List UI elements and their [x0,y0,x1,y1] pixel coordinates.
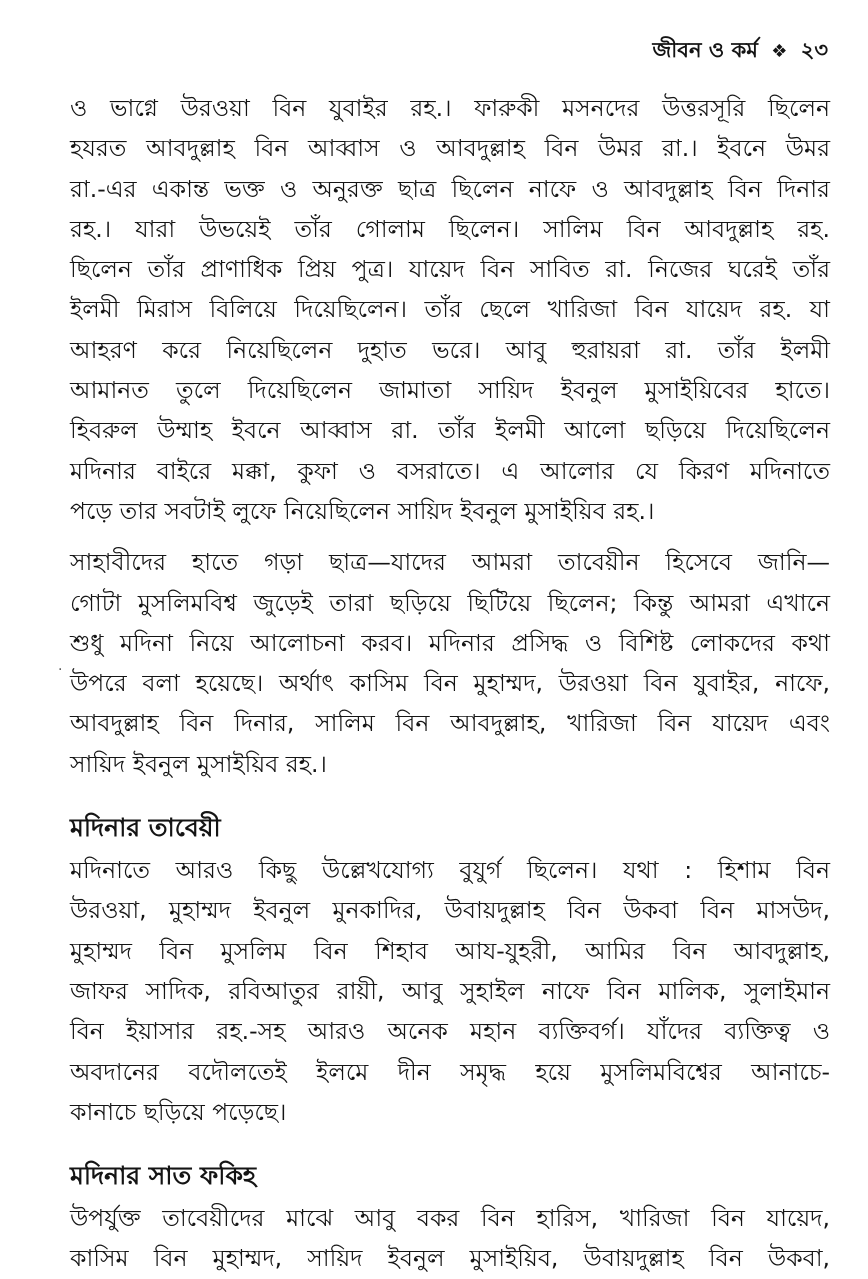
text-line: উপরে বলা হয়েছে। অর্থাৎ কাসিম বিন মুহাম্মদ, উরওয়া বিন যুবাইর, নাফে, [70,669,830,698]
text-line: রা.-এর একান্ত ভক্ত ও অনুরক্ত ছাত্র ছিলেন নাফে ও আবদুল্লাহ বিন দিনার [70,174,830,203]
separator-ornament-icon: ❖ [771,41,788,62]
text-line: আহরণ করে নিয়েছিলেন দুহাত ভরে। আবু হুরায়রা রা. তাঁর ইলমী [70,335,830,364]
text-line: অবদানের বদৌলতেই ইলমে দীন সমৃদ্ধ হয়ে মুসলিমবিশ্বের আনাচে- [70,1057,830,1086]
running-header-title: জীবন ও কর্ম [652,38,758,62]
section-heading: মদিনার তাবেয়ী [70,813,221,843]
text-line: ছিলেন তাঁর প্রাণাধিক প্রিয় পুত্র। যায়েদ বিন সাবিত রা. নিজের ঘরেই তাঁর [70,255,830,284]
page-number: ২৩ [800,38,828,62]
text-line: আমানত তুলে দিয়েছিলেন জামাতা সায়িদ ইবনুল মুসাইয়িবের হাতে। [70,376,830,405]
text-line: রহ.। যারা উভয়েই তাঁর গোলাম ছিলেন। সালিম বিন আবদুল্লাহ রহ. [70,214,830,243]
text-line: পড়ে তার সবটাই লুফে নিয়েছিলেন সায়িদ ইবনুল মুসাইয়িব রহ.। [70,496,655,525]
running-header [652,34,828,69]
text-line: উরওয়া, মুহাম্মদ ইবনুল মুনকাদির, উবায়দুল্লাহ বিন উকবা বিন মাসউদ, [70,896,830,925]
paragraph-1 [70,88,830,531]
text-line: হিবরুল উম্মাহ ইবনে আব্বাস রা. তাঁর ইলমী আলো ছড়িয়ে দিয়েছিলেন [70,416,830,445]
text-line: সাহাবীদের হাতে গড়া ছাত্র—যাদের আমরা তাবেয়ীন হিসেবে জানি— [70,548,830,577]
section-paragraph [70,850,830,1132]
text-line: বিন ইয়াসার রহ.-সহ আরও অনেক মহান ব্যক্তিবর্গ। যাঁদের ব্যক্তিত্ব ও [70,1017,830,1046]
text-line: কাসিম বিন মুহাম্মদ, সায়িদ ইবনুল মুসাইয়িব, উবায়দুল্লাহ বিন উকবা, [70,1244,830,1273]
text-line: কানাচে ছড়িয়ে পড়েছে। [70,1097,287,1126]
text-line: শুধু মদিনা নিয়ে আলোচনা করব। মদিনার প্রসিদ্ধ ও বিশিষ্ট লোকদের কথা [70,628,830,657]
text-line: মদিনাতে আরও কিছু উল্লেখযোগ্য বুযুর্গ ছিলেন। যথা : হিশাম বিন [70,856,830,885]
text-line: উপর্যুক্ত তাবেয়ীদের মাঝে আবু বকর বিন হারিস, খারিজা বিন যায়েদ, [70,1204,830,1233]
margin-mark: · [58,662,63,678]
text-line: সায়িদ ইবনুল মুসাইয়িব রহ.। [70,749,327,778]
paragraph-2 [70,542,830,784]
text-line: জাফর সাদিক, রবিআতুর রায়ী, আবু সুহাইল নাফে বিন মালিক, সুলাইমান [70,976,830,1005]
text-line: ইলমী মিরাস বিলিয়ে দিয়েছিলেন। তাঁর ছেলে খারিজা বিন যায়েদ রহ. যা [70,295,830,324]
text-line: মুহাম্মদ বিন মুসলিম বিন শিহাব আয-যুহরী, আমির বিন আবদুল্লাহ, [70,936,830,965]
section-heading: মদিনার সাত ফকিহ [70,1161,257,1191]
section-paragraph [70,1198,830,1279]
text-line: হযরত আবদুল্লাহ বিন আব্বাস ও আবদুল্লাহ বিন উমর রা.। ইবনে উমর [70,134,830,163]
text-line: ও ভাগ্নে উরওয়া বিন যুবাইর রহ.। ফারুকী মসনদের উত্তরসূরি ছিলেন [70,94,830,122]
text-line: গোটা মুসলিমবিশ্ব জুড়েই তারা ছড়িয়ে ছিটিয়ে ছিলেন; কিন্তু আমরা এখানে [70,588,830,617]
text-line: মদিনার বাইরে মক্কা, কুফা ও বসরাতে। এ আলোর যে কিরণ মদিনাতে [70,456,830,485]
text-line: আবদুল্লাহ বিন দিনার, সালিম বিন আবদুল্লাহ, খারিজা বিন যায়েদ এবং [70,709,830,738]
page-body [70,88,830,1279]
